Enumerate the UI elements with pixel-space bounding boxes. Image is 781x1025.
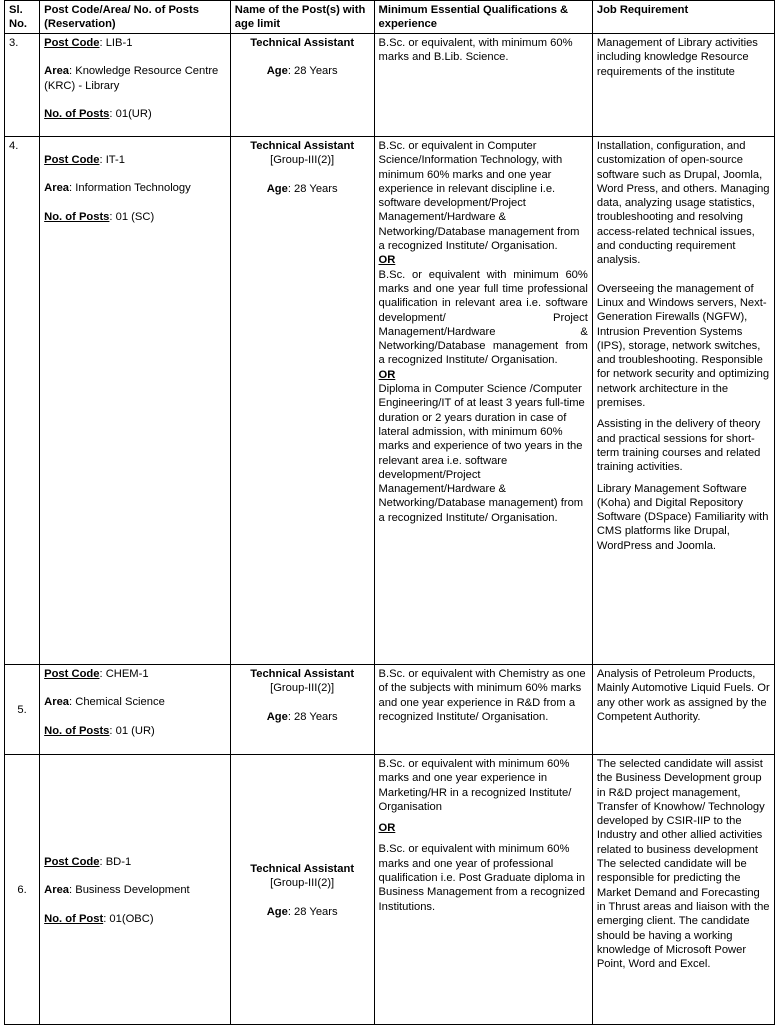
age-label: Age: [266, 710, 288, 723]
age-value: 28 Years: [294, 182, 338, 195]
post-code-value: IT-1: [105, 154, 125, 166]
post-code-cell: Post Code: CHEM-1 Area: Chemical Science No. of Posts: 01 (UR): [40, 665, 231, 755]
post-code-label: Post Code: [44, 668, 100, 680]
post-group: [Group-III(2)]: [270, 682, 335, 695]
posts-label: No. of Posts: [44, 210, 110, 223]
post-code-label: Post Code: [44, 37, 100, 49]
age-value: 28 Years: [294, 65, 338, 78]
post-name-cell: Technical Assistant Age: 28 Years: [230, 34, 374, 137]
age-label: Age: [266, 905, 288, 918]
posts-value: 01 (UR): [115, 724, 155, 737]
job-text: Installation, configuration, and customization of open-source software such as Drupal, Joomla, Word Press, and others. Managing data, analyzing usage statistics, troubleshooting and resolving access-related technical issues, and conducting requirement analysis.: [596, 140, 770, 267]
qualifications-cell: [374, 665, 592, 755]
job-requirement-cell: [592, 137, 774, 665]
post-name-cell: Technical Assistant [Group-III(2)] Age: 28 Years: [230, 755, 374, 1025]
post-name: Technical Assistant: [250, 863, 355, 876]
post-name: Technical Assistant: [250, 37, 355, 49]
table-row: [5, 34, 775, 137]
or-separator: OR: [378, 254, 396, 267]
job-text: Assisting in the delivery of theory and practical sessions for short-term training courses and related training activities.: [596, 418, 761, 474]
qualification-text: B.Sc. or equivalent with minimum 60% marks and one year of professional qualification i.e. Post Graduate diploma in Business Management from a recognized Institutions.: [378, 843, 585, 913]
job-requirement-cell: [592, 34, 774, 137]
area-label: Area: [44, 696, 70, 709]
or-separator: OR: [378, 368, 396, 381]
post-code-label: Post Code: [44, 154, 100, 166]
job-requirement-cell: [592, 665, 774, 755]
qualification-text: B.Sc. or equivalent in Computer Science/Information Technology, with minimum 60% marks and one year experience in relevant discipline i.e. software development/Project Management/Hardware & Networking/Database management from a recognized Institute/ Organisation.: [378, 140, 580, 253]
sl-no: 4.: [5, 137, 40, 665]
recruitment-table: [4, 0, 775, 1025]
job-requirement-cell: [592, 755, 774, 1025]
qualification-text: B.Sc. or equivalent with minimum 60% marks and one year full time professional qualification in relevant area i.e. software development/ Project Management/Hardware & Networking/Database management from a recognized Institute/ Organisation.: [378, 268, 588, 367]
post-name: Technical Assistant: [250, 140, 355, 152]
or-separator: OR: [378, 822, 396, 835]
job-text: Overseeing the management of Linux and Windows servers, Next-Generation Firewalls (NGFW), Intrusion Prevention Systems (IPS), storage, network switches, and troubleshooting. Responsible for network security and optimizing network architecture in the premises.: [596, 282, 770, 410]
header-post-name: Name of the Post(s) with age limit: [230, 1, 374, 34]
table-header-row: [5, 1, 775, 34]
qualifications-cell: [374, 137, 592, 665]
post-name-cell: Technical Assistant [Group-III(2)] Age: 28 Years: [230, 665, 374, 755]
post-code-value: CHEM-1: [105, 668, 149, 680]
sl-no: 6.: [5, 755, 40, 1025]
header-job-requirement: Job Requirement: [592, 1, 774, 34]
posts-label: No. of Post: [44, 912, 104, 925]
header-qualifications: Minimum Essential Qualifications & experience: [374, 1, 592, 34]
post-code-cell: Post Code: BD-1 Area: Business Development No. of Post: 01(OBC): [40, 755, 231, 1025]
qualifications-cell: [374, 755, 592, 1025]
table-row: [5, 137, 775, 665]
qualification-text: B.Sc. or equivalent, with minimum 60% marks and B.Lib. Science.: [378, 37, 573, 64]
job-text: The selected candidate will assist the Business Development group in R&D project management, Transfer of Knowhow/ Technology developed by CSIR-IIP to the Industry and other allied activities related to business development The selected candidate will be responsible for predicting the Market Demand and Forecasting in Thrust areas and liaison with the emerging client. The candidate should be having a working knowledge of Microsoft Power Point, Word and Excel.: [596, 758, 770, 971]
area-value: Business Development: [75, 884, 190, 897]
post-code-cell: Post Code: LIB-1 Area: Knowledge Resource Centre (KRC) - Library No. of Posts: 01(UR): [40, 34, 231, 137]
posts-value: 01(UR): [115, 107, 152, 120]
posts-label: No. of Posts: [44, 107, 110, 120]
area-value: Knowledge Resource Centre (KRC) - Library: [44, 65, 219, 92]
qualifications-cell: [374, 34, 592, 137]
job-text: Library Management Software (Koha) and Digital Repository Software (DSpace) Familiarity with CMS platforms like Drupal, WordPress and Joomla.: [596, 482, 769, 552]
post-code-cell: Post Code: IT-1 Area: Information Technology No. of Posts: 01 (SC): [40, 137, 231, 665]
qualification-text: Diploma in Computer Science /Computer Engineering/IT of at least 3 years full-time duration or 2 years duration in case of lateral admission, with minimum 60% marks and experience of two years in the relevant area i.e. software development/Project Management/Hardware & Networking/Database management) from a recognized Institute/ Organisation.: [378, 383, 585, 524]
area-label: Area: [44, 884, 70, 897]
job-text: Management of Library activities including knowledge Resource requirements of the institute: [596, 37, 758, 78]
posts-value: 01(OBC): [109, 912, 154, 925]
header-sl-no: Sl. No.: [5, 1, 40, 34]
post-group: [Group-III(2)]: [270, 154, 335, 167]
post-name-cell: Technical Assistant [Group-III(2)] Age: 28 Years: [230, 137, 374, 665]
table-row: [5, 755, 775, 1025]
age-label: Age: [266, 65, 288, 78]
sl-no: 5.: [5, 665, 40, 755]
area-label: Area: [44, 65, 70, 78]
qualification-text: B.Sc. or equivalent with minimum 60% marks and one year experience in Marketing/HR in a recognized Institute/ Organisation: [378, 758, 572, 813]
post-code-label: Post Code: [44, 856, 100, 869]
area-value: Chemical Science: [75, 696, 165, 709]
sl-no: 3.: [5, 34, 40, 137]
header-post-code: Post Code/Area/ No. of Posts (Reservation): [40, 1, 231, 34]
age-value: 28 Years: [294, 905, 338, 918]
area-label: Area: [44, 182, 70, 195]
post-group: [Group-III(2)]: [270, 877, 335, 890]
table-row: [5, 665, 775, 755]
age-value: 28 Years: [294, 710, 338, 723]
posts-label: No. of Posts: [44, 724, 110, 737]
age-label: Age: [266, 182, 288, 195]
qualification-text: B.Sc. or equivalent with Chemistry as one of the subjects with minimum 60% marks and one year experience in R&D from a recognized Institute/ Organisation.: [378, 668, 586, 723]
job-text: Analysis of Petroleum Products, Mainly Automotive Liquid Fuels. Or any other work as assigned by the Competent Authority.: [596, 668, 770, 723]
posts-value: 01 (SC): [115, 210, 155, 223]
post-code-value: LIB-1: [105, 37, 133, 49]
post-name: Technical Assistant: [250, 668, 355, 680]
area-value: Information Technology: [75, 182, 191, 195]
recruitment-table-page: [4, 0, 779, 1025]
post-code-value: BD-1: [105, 856, 132, 869]
